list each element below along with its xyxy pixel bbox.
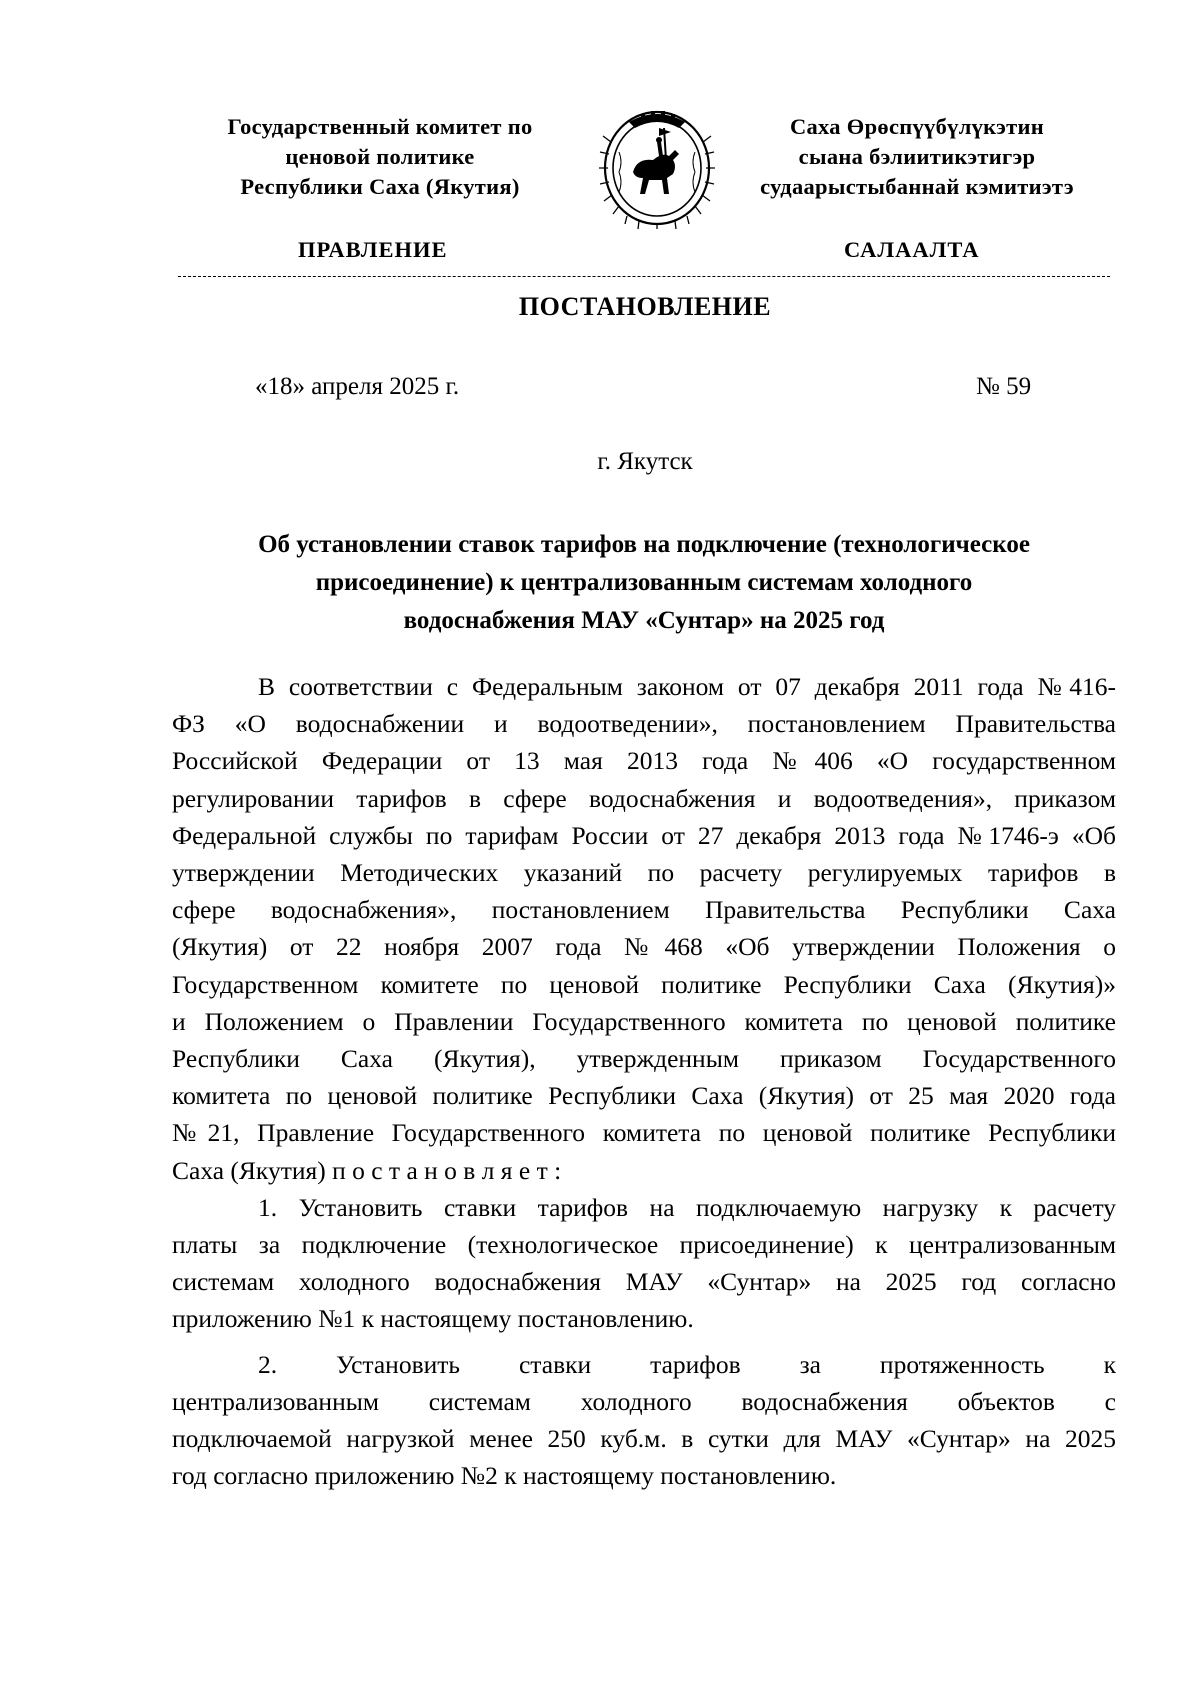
board-label-ru: ПРАВЛЕНИЕ [298, 237, 448, 262]
preamble-line: ФЗ «О водоснабжении и водоотведении», постановлением Правительства [172, 709, 1116, 739]
coat-of-arms-icon [597, 102, 717, 230]
subject-line: водоснабжения МАУ «Сунтар» на 2025 год [403, 607, 885, 634]
header-left-line: Республики Саха (Якутия) [240, 174, 520, 199]
header-left-org [170, 112, 590, 202]
document-body [172, 668, 1116, 1494]
item1-line: системам холодного водоснабжения МАУ «Сунтар» на 2025 год согласно [172, 1267, 1116, 1297]
item2-line: подключаемой нагрузкой менее 250 куб.м. в сутки для МАУ «Сунтар» на 2025 [172, 1424, 1116, 1454]
item2-line: централизованным системам холодного водоснабжения объектов с [172, 1386, 1116, 1416]
header-right-line: сыана бэлиитикэтигэр [798, 144, 1036, 169]
preamble-line: В соответствии с Федеральным законом от 07 декабря 2011 года №416- [258, 672, 1116, 701]
preamble-line: утверждении Методических указаний по расчету регулируемых тарифов в [172, 858, 1116, 888]
board-label-sah: САЛААЛТА [844, 237, 980, 262]
item1-line: 1. Установить ставки тарифов на подключаемую нагрузку к расчету [258, 1192, 1116, 1222]
preamble-line: Саха (Якутия) п о с т а н о в л я е т : [172, 1155, 562, 1185]
header-right-org [722, 112, 1112, 202]
item1-line: платы за подключение (технологическое присоединение) к централизованным [172, 1230, 1116, 1260]
document-subject [178, 526, 1110, 640]
preamble-line: (Якутия) от 22 ноября 2007 года №468 «Об утверждении Положения о [172, 932, 1116, 962]
preamble-line: и Положением о Правлении Государственного комитета по ценовой политике [172, 1006, 1116, 1036]
subject-line: присоединение) к централизованным системам холодного [315, 569, 973, 596]
document-date: «18» апреля 2025 г. [255, 373, 460, 400]
header-left-line: ценовой политике [285, 144, 475, 169]
preamble-line: регулировании тарифов в сфере водоснабжения и водоотведения», приказом [172, 783, 1116, 813]
subject-line: Об установлении ставок тарифов на подключение (технологическое [258, 531, 1030, 558]
preamble-line: Российской Федерации от 13 мая 2013 года №406 «О государственном [172, 746, 1116, 776]
document-number: № 59 [976, 373, 1032, 400]
preamble-line: сфере водоснабжения», постановлением Правительства Республики Саха [172, 895, 1116, 925]
preamble-line: Государственном комитете по ценовой политике Республики Саха (Якутия)» [172, 969, 1116, 999]
preamble-line: Республики Саха (Якутия), утвержденным приказом Государственного [172, 1044, 1116, 1074]
item2-line: год согласно приложению №2 к настоящему постановлению. [172, 1461, 837, 1491]
header-right-line: Саха Өрөспүүбүлүкэтин [789, 114, 1045, 139]
preamble-line: комитета по ценовой политике Республики Саха (Якутия) от 25 мая 2020 года [172, 1081, 1116, 1111]
preamble-line: Федеральной службы по тарифам России от 27 декабря 2013 года №1746-э «Об [172, 820, 1116, 850]
document-city: г. Якутск [597, 448, 693, 475]
header-right-line: судаарыстыбаннай кэмитиэтэ [760, 174, 1074, 199]
item2-line: 2. Установить ставки тарифов за протяженность к [258, 1349, 1116, 1379]
document-title: ПОСТАНОВЛЕНИЕ [518, 292, 772, 321]
header-left-line: Государственный комитет по [227, 114, 533, 139]
preamble-line: №21, Правление Государственного комитета по ценовой политике Республики [172, 1118, 1116, 1148]
item1-line: приложению №1 к настоящему постановлению. [172, 1304, 694, 1334]
header-divider [178, 276, 1110, 277]
